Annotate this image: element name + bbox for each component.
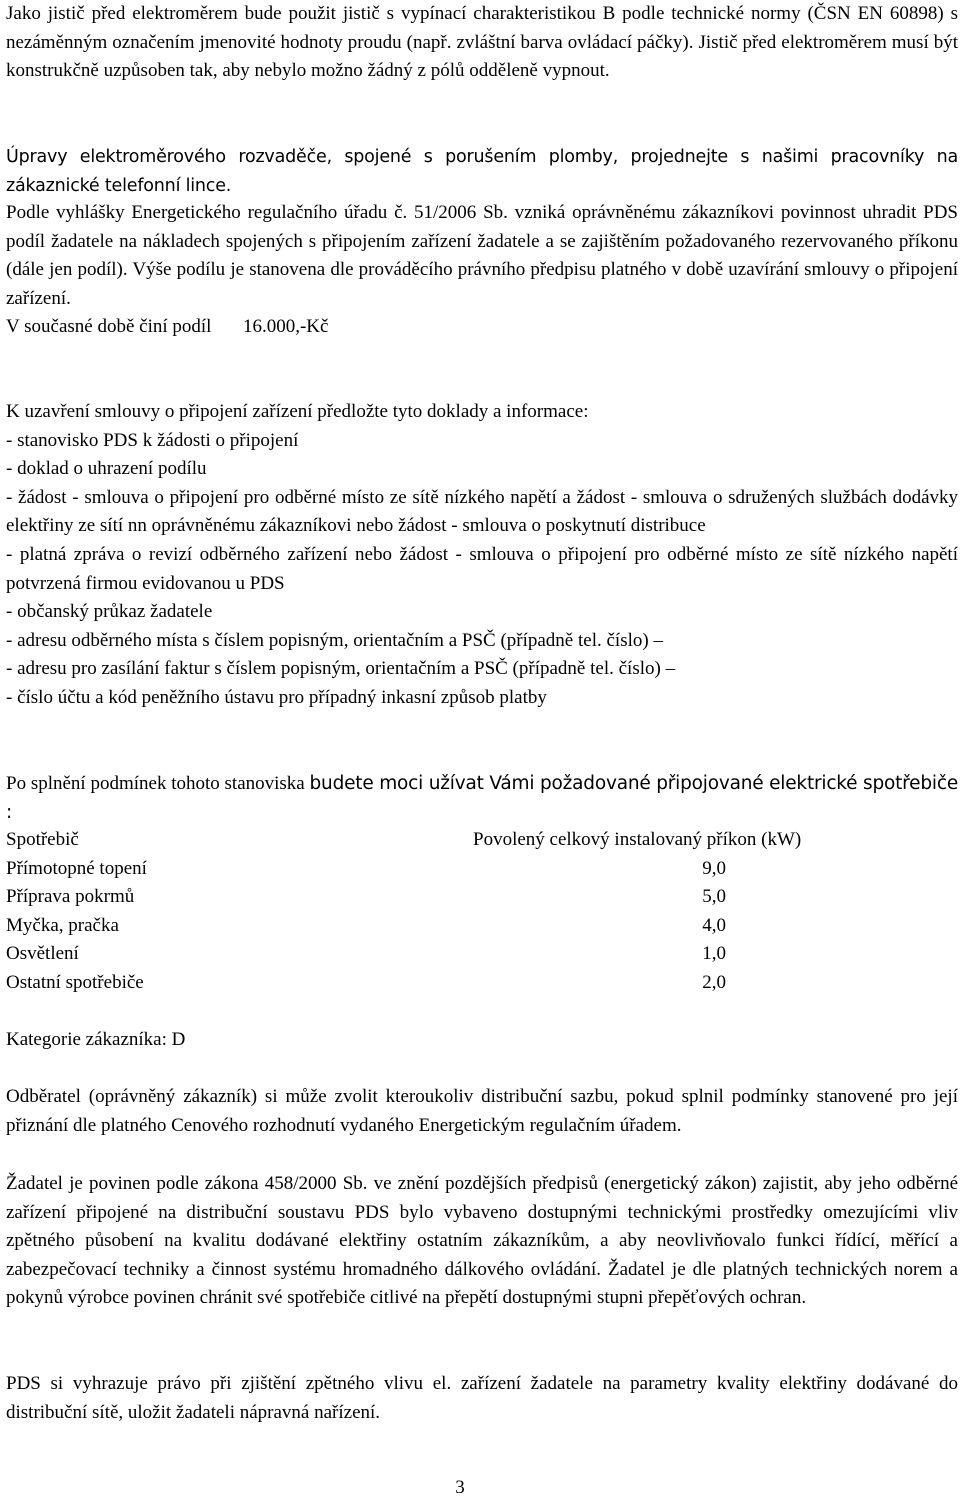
seal-notice: Úpravy elektroměrového rozvaděče, spojené s porušením plomby, projednejte s našimi pracovníky na zákaznické telefonní lince. bbox=[6, 147, 958, 196]
table-header-power: Povolený celkový instalovaný příkon (kW) bbox=[473, 829, 802, 850]
table-row-name: Myčka, pračka bbox=[6, 914, 119, 936]
table-header-appliance: Spotřebič bbox=[6, 829, 79, 850]
contribution-amount-value: 16.000,-Kč bbox=[242, 316, 329, 338]
page-number: 3 bbox=[455, 1477, 465, 1498]
contribution-paragraph: Podle vyhlášky Energetického regulačního úřadu č. 51/2006 Sb. vzniká oprávněnému zákazníkovi povinnost uhradit PDS podíl žadatele na nákladech spojených s připojením zařízení žadatele a se zajištěním požadovaného rezervovaného příkonu (dále jen podíl). Výše podílu je stanovena dle prováděcího právního předpisu platného v době uzavírání smlouvy o připojení zařízení. bbox=[6, 202, 958, 309]
appliances-intro-plain: Po splnění podmínek tohoto stanoviska bbox=[6, 773, 305, 794]
obligation-paragraph: Žadatel je povinen podle zákona 458/2000 Sb. ve znění pozdějších předpisů (energetický zákon) zajistit, aby jeho odběrné zařízení připojené na distribuční soustavu PDS bylo vybaveno dostupnými technickými prostředky omezujícími vliv zpětného působení na kvalitu dodávané elektřiny ostatním zákazníkům, a aby neovlivňovalo funkci řídící, měřící a zabezpečovací techniky a činnost systému hromadného dálkového ovládání. Žadatel je dle platných technických norem a pokynů výrobce povinen chránit své spotřebiče citlivé na přepětí dostupnými stupni přepěťových ochran. bbox=[6, 1173, 958, 1309]
table-row-value: 4,0 bbox=[702, 914, 726, 936]
table-row-value: 2,0 bbox=[702, 972, 726, 993]
table-row-name: Přímotopné topení bbox=[6, 857, 147, 879]
documents-section bbox=[6, 398, 958, 713]
table-row-name: Osvětlení bbox=[6, 943, 79, 965]
documents-item: - občanský průkaz žadatele bbox=[6, 601, 213, 623]
appliances-intro-emphasis: budete moci užívat Vámi požadované připojované elektrické spotřebiče : bbox=[6, 773, 959, 823]
documents-item: - doklad o uhrazení podílu bbox=[6, 458, 207, 480]
appliances-intro bbox=[6, 770, 958, 827]
tariff-paragraph: Odběratel (oprávněný zákazník) si může zvolit kteroukoliv distribuční sazbu, pokud splnil podmínky stanovené pro její přiznání dle platného Cenového rozhodnutí vydaného Energetickým regulačním úřadem. bbox=[6, 1086, 958, 1136]
documents-item: - adresu odběrného místa s číslem popisným, orientačním a PSČ (případně tel. číslo) – bbox=[6, 629, 663, 651]
customer-category: Kategorie zákazníka: D bbox=[6, 1029, 186, 1050]
documents-item: - stanovisko PDS k žádosti o připojení bbox=[6, 429, 299, 451]
reservation-paragraph: PDS si vyhrazuje právo při zjištění zpětného vlivu el. zařízení žadatele na parametry kvality elektřiny dodávané do distribuční sítě, uložit žadateli nápravná nařízení. bbox=[6, 1373, 958, 1423]
contribution-amount-line bbox=[6, 313, 958, 342]
table-row-name: Příprava pokrmů bbox=[6, 886, 135, 908]
table-row-name: Ostatní spotřebiče bbox=[6, 972, 144, 993]
table-row-value: 9,0 bbox=[702, 857, 726, 879]
table-row-value: 5,0 bbox=[702, 886, 726, 908]
table-row-value: 1,0 bbox=[702, 943, 726, 965]
documents-item: - platná zpráva o revizí odběrného zařízení nebo žádost - smlouva o připojení pro odběrné místo ze sítě nízkého napětí potvrzená firmou evidovanou u PDS bbox=[6, 543, 958, 594]
intro-paragraph: Jako jistič před elektroměrem bude použit jistič s vypínací charakteristikou B podle technické normy (ČSN EN 60898) s nezáměnným označením jmenovité hodnoty proudu (např. zvláštní barva ovládací páčky). Jistič před elektroměrem musí být konstrukčně uzpůsoben tak, aby nebylo možno žádný z pólů odděleně vypnout. bbox=[6, 3, 958, 82]
documents-item: - adresu pro zasílání faktur s číslem popisným, orientačním a PSČ (případně tel. číslo) – bbox=[6, 658, 676, 680]
contribution-section bbox=[6, 199, 958, 342]
documents-item: - žádost - smlouva o připojení pro odběrné místo ze sítě nízkého napětí a žádost - smlouva o sdružených službách dodávky elektřiny ze sítí nn oprávněnému zákazníkovi nebo žádost - smlouva o poskytnutí distribuce bbox=[6, 486, 958, 537]
contribution-amount-label: V současné době činí podíl bbox=[6, 316, 212, 338]
documents-heading: K uzavření smlouvy o připojení zařízení předložte tyto doklady a informace: bbox=[6, 401, 589, 422]
documents-item: - číslo účtu a kód peněžního ústavu pro případný inkasní způsob platby bbox=[6, 686, 547, 708]
